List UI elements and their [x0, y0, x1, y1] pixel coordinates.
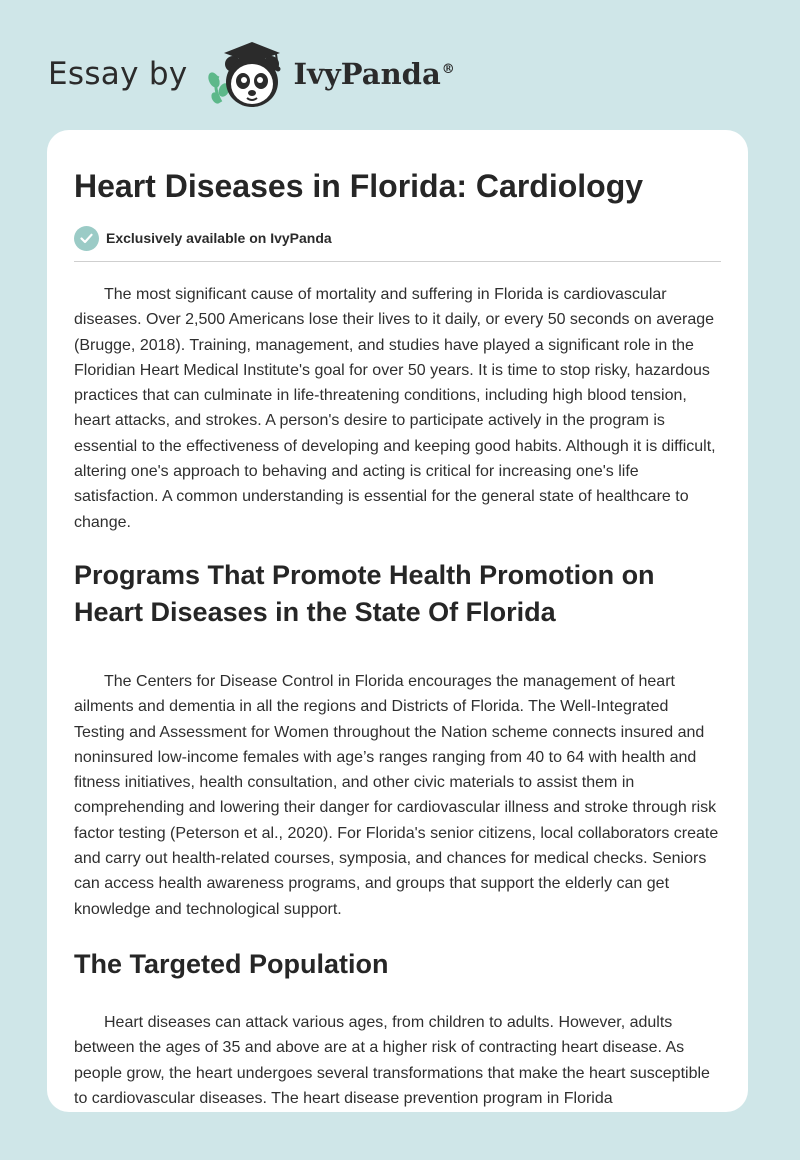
exclusive-badge: [74, 225, 721, 251]
brand-name[interactable]: [294, 57, 455, 91]
paragraph-intro: The most significant cause of mortality and suffering in Florida is cardiovascular diseases. Over 2,500 Americans lose their lives to it daily, or every 50 seconds on average (Brugge, 2018). Training, management, and studies have played a significant role in the Floridian Heart Medical Institute's goal for over 50 years. It is time to stop risky, hazardous practices that can culminate in life-threatening conditions, including high blood tension, heart attacks, and strokes. A person's desire to participate actively in the program is essential to the effectiveness of developing and keeping good habits. Although it is difficult, altering one's approach to behaving and acting is critical for increasing one's life satisfaction. A common understanding is essential for the general state of healthcare to change.: [74, 286, 716, 531]
site-header: [48, 34, 455, 114]
panda-logo-icon[interactable]: [204, 36, 288, 112]
exclusive-badge-text: Exclusively available on IvyPanda: [106, 230, 332, 246]
essay-by-label: Essay by: [48, 56, 188, 92]
title-divider: [74, 261, 721, 262]
paragraph-population: Heart diseases can attack various ages, from children to adults. However, adults between the ages of 35 and above are at a higher risk of contracting heart disease. As people grow, the heart undergoes several transformations that make the heart susceptible to cardiovascular diseases. The heart disease prevention program in Florida: [74, 1013, 710, 1107]
section-heading-programs: Programs That Promote Health Promotion on Heart Diseases in the State Of Florida: [74, 559, 655, 627]
registered-mark: ®: [441, 62, 455, 78]
check-circle-icon: [74, 226, 99, 251]
section-heading-population: The Targeted Population: [74, 948, 389, 979]
essay-card: [47, 130, 748, 1112]
essay-title: Heart Diseases in Florida: Cardiology: [74, 168, 644, 204]
brand-name-text[interactable]: IvyPanda: [293, 57, 441, 91]
paragraph-programs: The Centers for Disease Control in Florida encourages the management of heart ailments and dementia in all the regions and Districts of Florida. The Well-Integrated Testing and Assessment for Women throughout the Nation scheme connects insured and noninsured low-income females with age’s ranges ranging from 40 to 64 with health and fitness initiatives, health consultation, and other civic materials to assist them in comprehending and lowering their danger for cardiovascular illness and stroke through risk factor testing (Peterson et al., 2020). For Florida's senior citizens, local collaborators create and carry out health-related courses, symposia, and chances for medical checks. Seniors can access health awareness programs, and groups that support the elderly can get knowledge and technological support.: [74, 672, 719, 918]
